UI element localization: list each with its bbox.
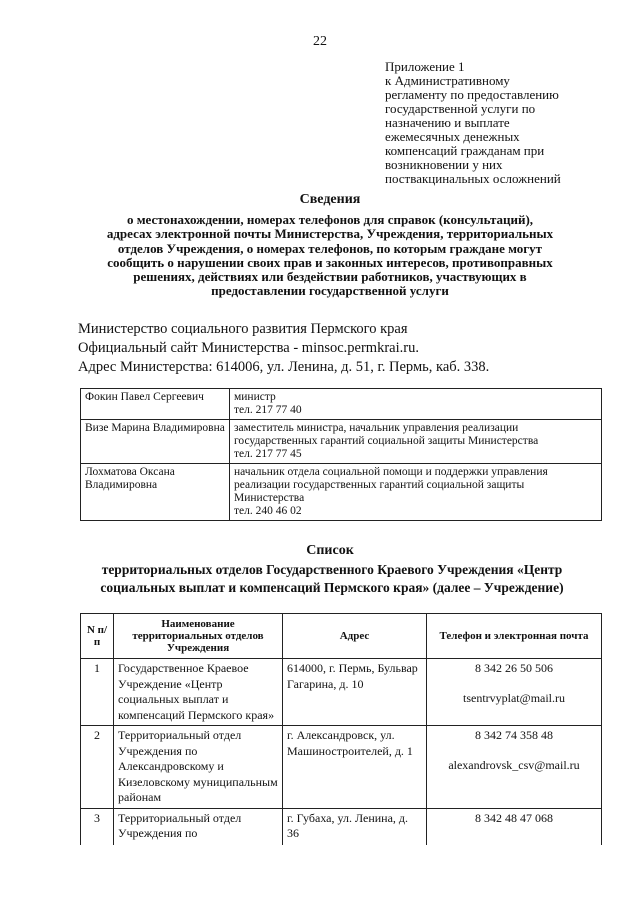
staff-position: министр [234, 391, 276, 403]
ministry-address: Адрес Министерства: 614006, ул. Ленина, д. 51, г. Пермь, каб. 338. [78, 359, 490, 375]
staff-row [81, 389, 602, 420]
staff-row [81, 464, 602, 521]
office-email: tsentrvyplat@mail.ru [462, 690, 566, 705]
office-contact [427, 808, 602, 845]
office-row [81, 726, 602, 809]
staff-name: Лохматова Оксана Владимировна [81, 464, 230, 521]
appendix-line: возникновении у них [385, 157, 503, 172]
office-address: 614000, г. Пермь, Бульвар Гагарина, д. 10 [283, 659, 427, 726]
office-num: 2 [81, 726, 114, 809]
list-title: Список [306, 543, 354, 558]
office-row [81, 659, 602, 726]
offices-header-row [81, 614, 602, 659]
subtitle-line: решениях, действиях или бездействии работников, участвующих в [133, 269, 527, 285]
office-phone: 8 342 74 358 48 [475, 728, 553, 742]
office-contact [427, 726, 602, 809]
staff-details [230, 420, 602, 464]
staff-position: заместитель министра, начальник управления реализации государственных гарантий социальной защиты Министерства [234, 422, 539, 447]
appendix-line: к Административному [385, 73, 510, 88]
office-phone: 8 342 48 47 068 [475, 810, 553, 825]
staff-row [81, 420, 602, 464]
appendix-note [385, 60, 610, 186]
appendix-line: Приложение 1 [385, 59, 465, 74]
header-address: Адрес [283, 614, 427, 659]
ministry-info [78, 320, 618, 377]
appendix-line: компенсаций гражданам при [385, 143, 545, 158]
staff-phone: тел. 217 77 45 [234, 448, 302, 460]
staff-name: Фокин Павел Сергеевич [81, 389, 230, 420]
subtitle-line: предоставлении государственной услуги [211, 283, 449, 299]
list-subtitle [62, 561, 602, 597]
header-contact: Телефон и электронная почта [427, 614, 602, 659]
staff-phone: тел. 217 77 40 [234, 404, 302, 416]
ministry-website: Официальный сайт Министерства - minsoc.permkrai.ru. [78, 340, 419, 356]
office-address: г. Александровск, ул. Машиностроителей, д. 1 [283, 726, 427, 809]
office-phone: 8 342 26 50 506 [475, 661, 553, 675]
office-email: alexandrovsk_csv@mail.ru [448, 757, 580, 772]
office-name: Государственное Краевое Учреждение «Центр социальных выплат и компенсаций Пермского края» [114, 659, 283, 726]
staff-details [230, 389, 602, 420]
appendix-line: ежемесячных денежных [385, 129, 520, 144]
subtitle-line: о местонахождении, номерах телефонов для справок (консультаций), [126, 212, 534, 227]
office-row [81, 808, 602, 845]
appendix-line: регламенту по предоставлению [385, 87, 559, 102]
staff-table [80, 388, 602, 521]
appendix-line: назначению и выплате [385, 115, 510, 130]
appendix-line: поствакцинальных осложнений [385, 171, 561, 186]
subtitle-line: отделов Учреждения, о номерах телефонов, по которым граждане могут [117, 240, 543, 256]
office-name: Территориальный отдел Учреждения по [114, 808, 283, 845]
offices-table [80, 613, 602, 845]
list-subtitle-line: территориальных отделов Государственного Краевого Учреждения «Центр [101, 562, 563, 577]
subtitle-line: сообщить о нарушении своих прав и законных интересов, противоправных [107, 254, 553, 270]
page-number: 22 [313, 34, 327, 49]
office-num: 1 [81, 659, 114, 726]
office-address: г. Губаха, ул. Ленина, д. 36 [283, 808, 427, 845]
header-name: Наименование территориальных отделов Учреждения [114, 614, 283, 659]
subtitle-line: адресах электронной почты Министерства, Учреждения, территориальных [106, 226, 554, 242]
staff-details [230, 464, 602, 521]
staff-phone: тел. 240 46 02 [234, 505, 302, 517]
staff-position: начальник отдела социальной помощи и поддержки управления реализации государственных гарантий социальной защиты Министерства [234, 466, 548, 504]
office-num: 3 [81, 808, 114, 845]
header-num: N п/п [81, 614, 114, 659]
ministry-name: Министерство социального развития Пермского края [78, 321, 408, 337]
staff-name: Визе Марина Владимировна [81, 420, 230, 464]
document-subtitle [60, 213, 600, 299]
office-name: Территориальный отдел Учреждения по Александровскому и Кизеловскому муниципальным районам [114, 726, 283, 809]
document-title: Сведения [299, 192, 361, 207]
office-contact [427, 659, 602, 726]
appendix-line: государственной услуги по [385, 101, 536, 116]
list-subtitle-line: социальных выплат и компенсаций Пермского края» (далее – Учреждение) [100, 580, 564, 595]
